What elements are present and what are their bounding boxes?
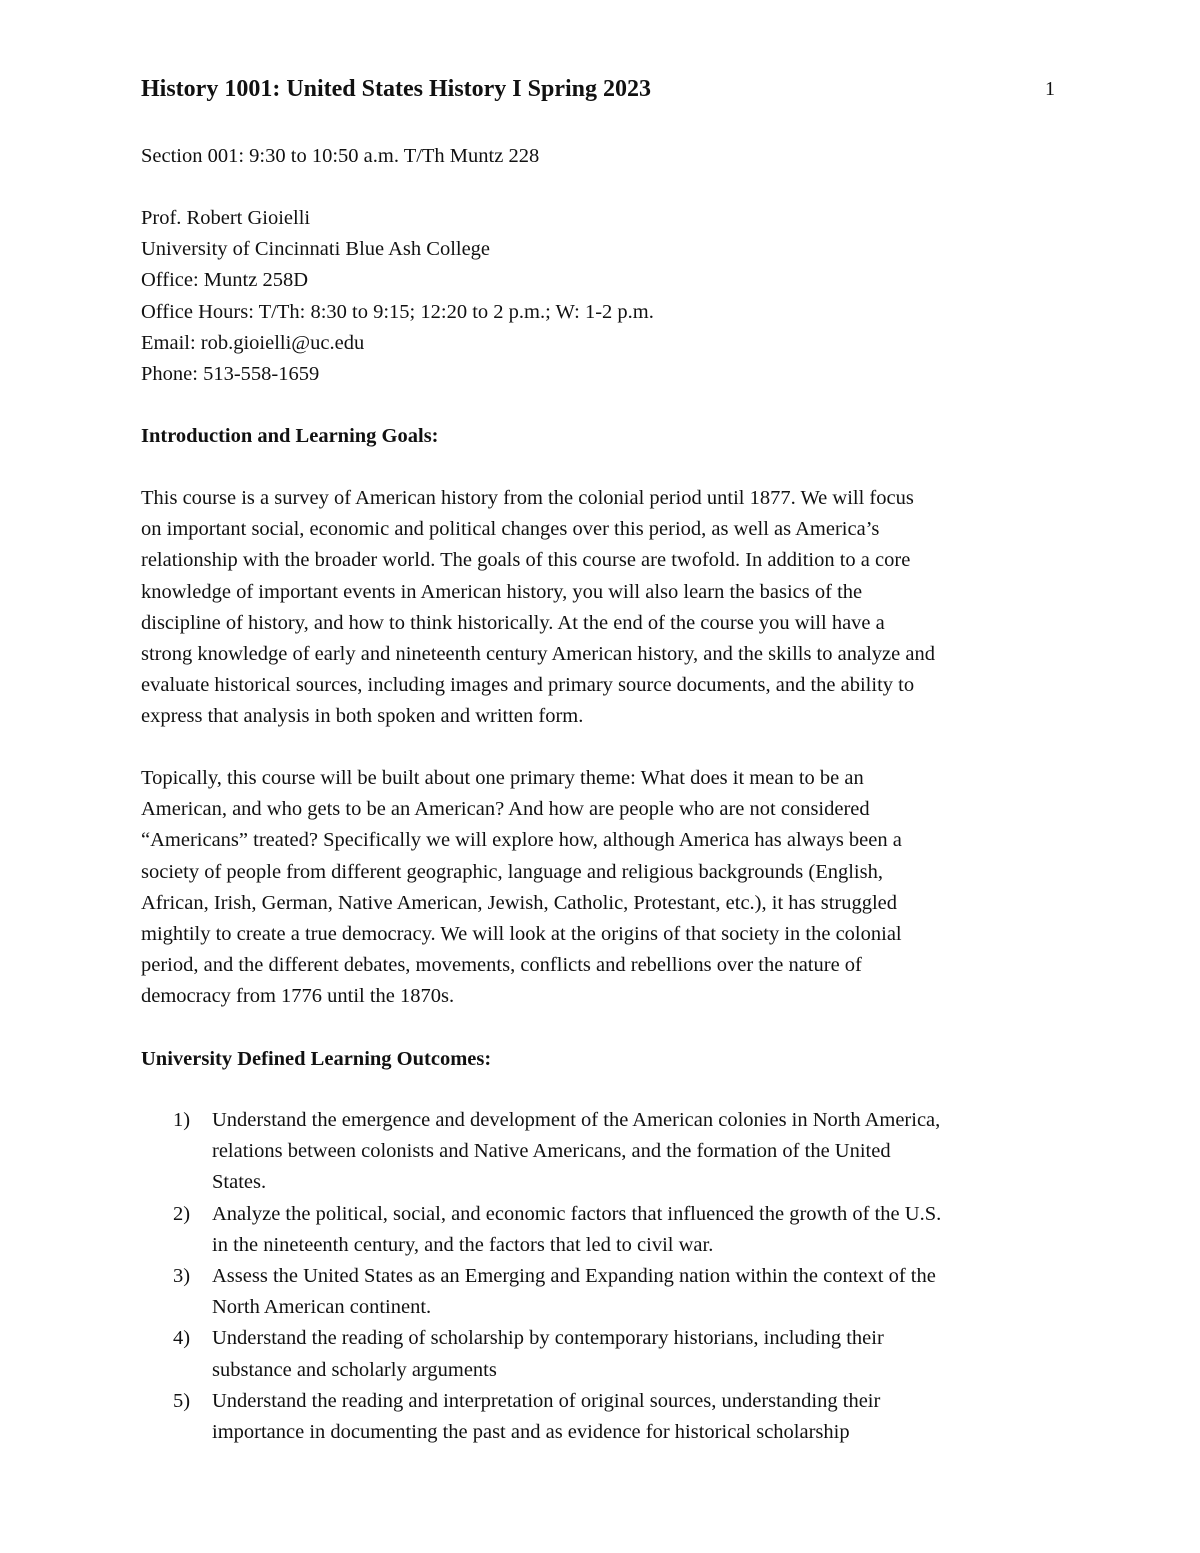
intro-paragraph-1 [141, 483, 1071, 733]
paragraph-line: American, and who gets to be an American? And how are people who are not considered [141, 798, 870, 821]
instructor-name: Prof. Robert Gioielli [141, 207, 311, 229]
outcomes-heading: University Defined Learning Outcomes: [141, 1048, 492, 1070]
outcome-number: 5) [173, 1389, 191, 1412]
paragraph-line: knowledge of important events in American history, you will also learn the basics of the [141, 580, 863, 603]
paragraph-line: democracy from 1776 until the 1870s. [141, 985, 455, 1008]
email-line[interactable]: Email: rob.gioielli@uc.edu [141, 331, 365, 354]
paragraph-line: on important social, economic and political changes over this period, as well as America’s [141, 518, 880, 541]
section-line: Section 001: 9:30 to 10:50 a.m. T/Th Muntz 228 [141, 145, 540, 167]
phone-line: Phone: 513-558-1659 [141, 363, 320, 386]
outcome-text: Assess the United States as an Emerging and Expanding nation within the context of the [212, 1265, 936, 1288]
outcome-number: 1) [173, 1109, 191, 1131]
paragraph-line: society of people from different geographic, language and religious backgrounds (English, [141, 860, 883, 883]
paragraph-line: mightily to create a true democracy. We will look at the origins of that society in the colonial [141, 923, 902, 946]
outcome-text: Analyze the political, social, and economic factors that influenced the growth of the U.S. [212, 1202, 942, 1225]
outcome-number: 4) [173, 1327, 191, 1350]
paragraph-line: strong knowledge of early and nineteenth century American history, and the skills to analyze and [141, 643, 935, 666]
outcome-text: States. [212, 1171, 267, 1194]
outcome-text: importance in documenting the past and as evidence for historical scholarship [212, 1421, 850, 1444]
paragraph-line: evaluate historical sources, including images and primary source documents, and the ability to [141, 674, 915, 697]
document-title: History 1001: United States History I Spring 2023 [141, 76, 651, 102]
outcome-item [141, 1261, 1071, 1323]
paragraph-line: This course is a survey of American history from the colonial period until 1877. We will focus [141, 487, 914, 509]
outcome-text: substance and scholarly arguments [212, 1358, 497, 1381]
outcome-number: 2) [173, 1202, 191, 1225]
outcome-item [141, 1386, 1071, 1448]
outcome-text: North American continent. [212, 1296, 432, 1319]
paragraph-line: express that analysis in both spoken and written form. [141, 705, 584, 728]
outcome-text: Understand the emergence and development of the American colonies in North America, [212, 1109, 941, 1131]
outcome-item [141, 1105, 1071, 1199]
paragraph-line: Topically, this course will be built about one primary theme: What does it mean to be an [141, 767, 864, 789]
outcome-number: 3) [173, 1265, 191, 1288]
section-info [141, 141, 1071, 172]
intro-heading: Introduction and Learning Goals: [141, 425, 439, 447]
outcome-text: Understand the reading and interpretation of original sources, understanding their [212, 1389, 881, 1412]
contact-block [141, 203, 1071, 390]
outcome-item [141, 1323, 1071, 1385]
page-number: 1 [1045, 78, 1055, 100]
paragraph-line: “Americans” treated? Specifically we will explore how, although America has always been a [141, 829, 902, 852]
paragraph-line: African, Irish, German, Native American, Jewish, Catholic, Protestant, etc.), it has struggled [141, 891, 898, 914]
intro-paragraph-2 [141, 763, 1071, 1013]
outcome-item [141, 1199, 1071, 1261]
office-location: Office: Muntz 258D [141, 269, 309, 292]
institution-name: University of Cincinnati Blue Ash College [141, 238, 491, 261]
paragraph-line: discipline of history, and how to think historically. At the end of the course you will have a [141, 611, 885, 634]
paragraph-line: relationship with the broader world. The goals of this course are twofold. In addition to a core [141, 549, 911, 572]
outcomes-list [141, 1105, 1071, 1448]
paragraph-line: period, and the different debates, movements, conflicts and rebellions over the nature of [141, 954, 862, 977]
office-hours: Office Hours: T/Th: 8:30 to 9:15; 12:20 to 2 p.m.; W: 1-2 p.m. [141, 300, 654, 323]
outcome-text: relations between colonists and Native Americans, and the formation of the United [212, 1140, 891, 1163]
outcome-text: Understand the reading of scholarship by contemporary historians, including their [212, 1327, 884, 1350]
outcome-text: in the nineteenth century, and the factors that led to civil war. [212, 1233, 714, 1256]
